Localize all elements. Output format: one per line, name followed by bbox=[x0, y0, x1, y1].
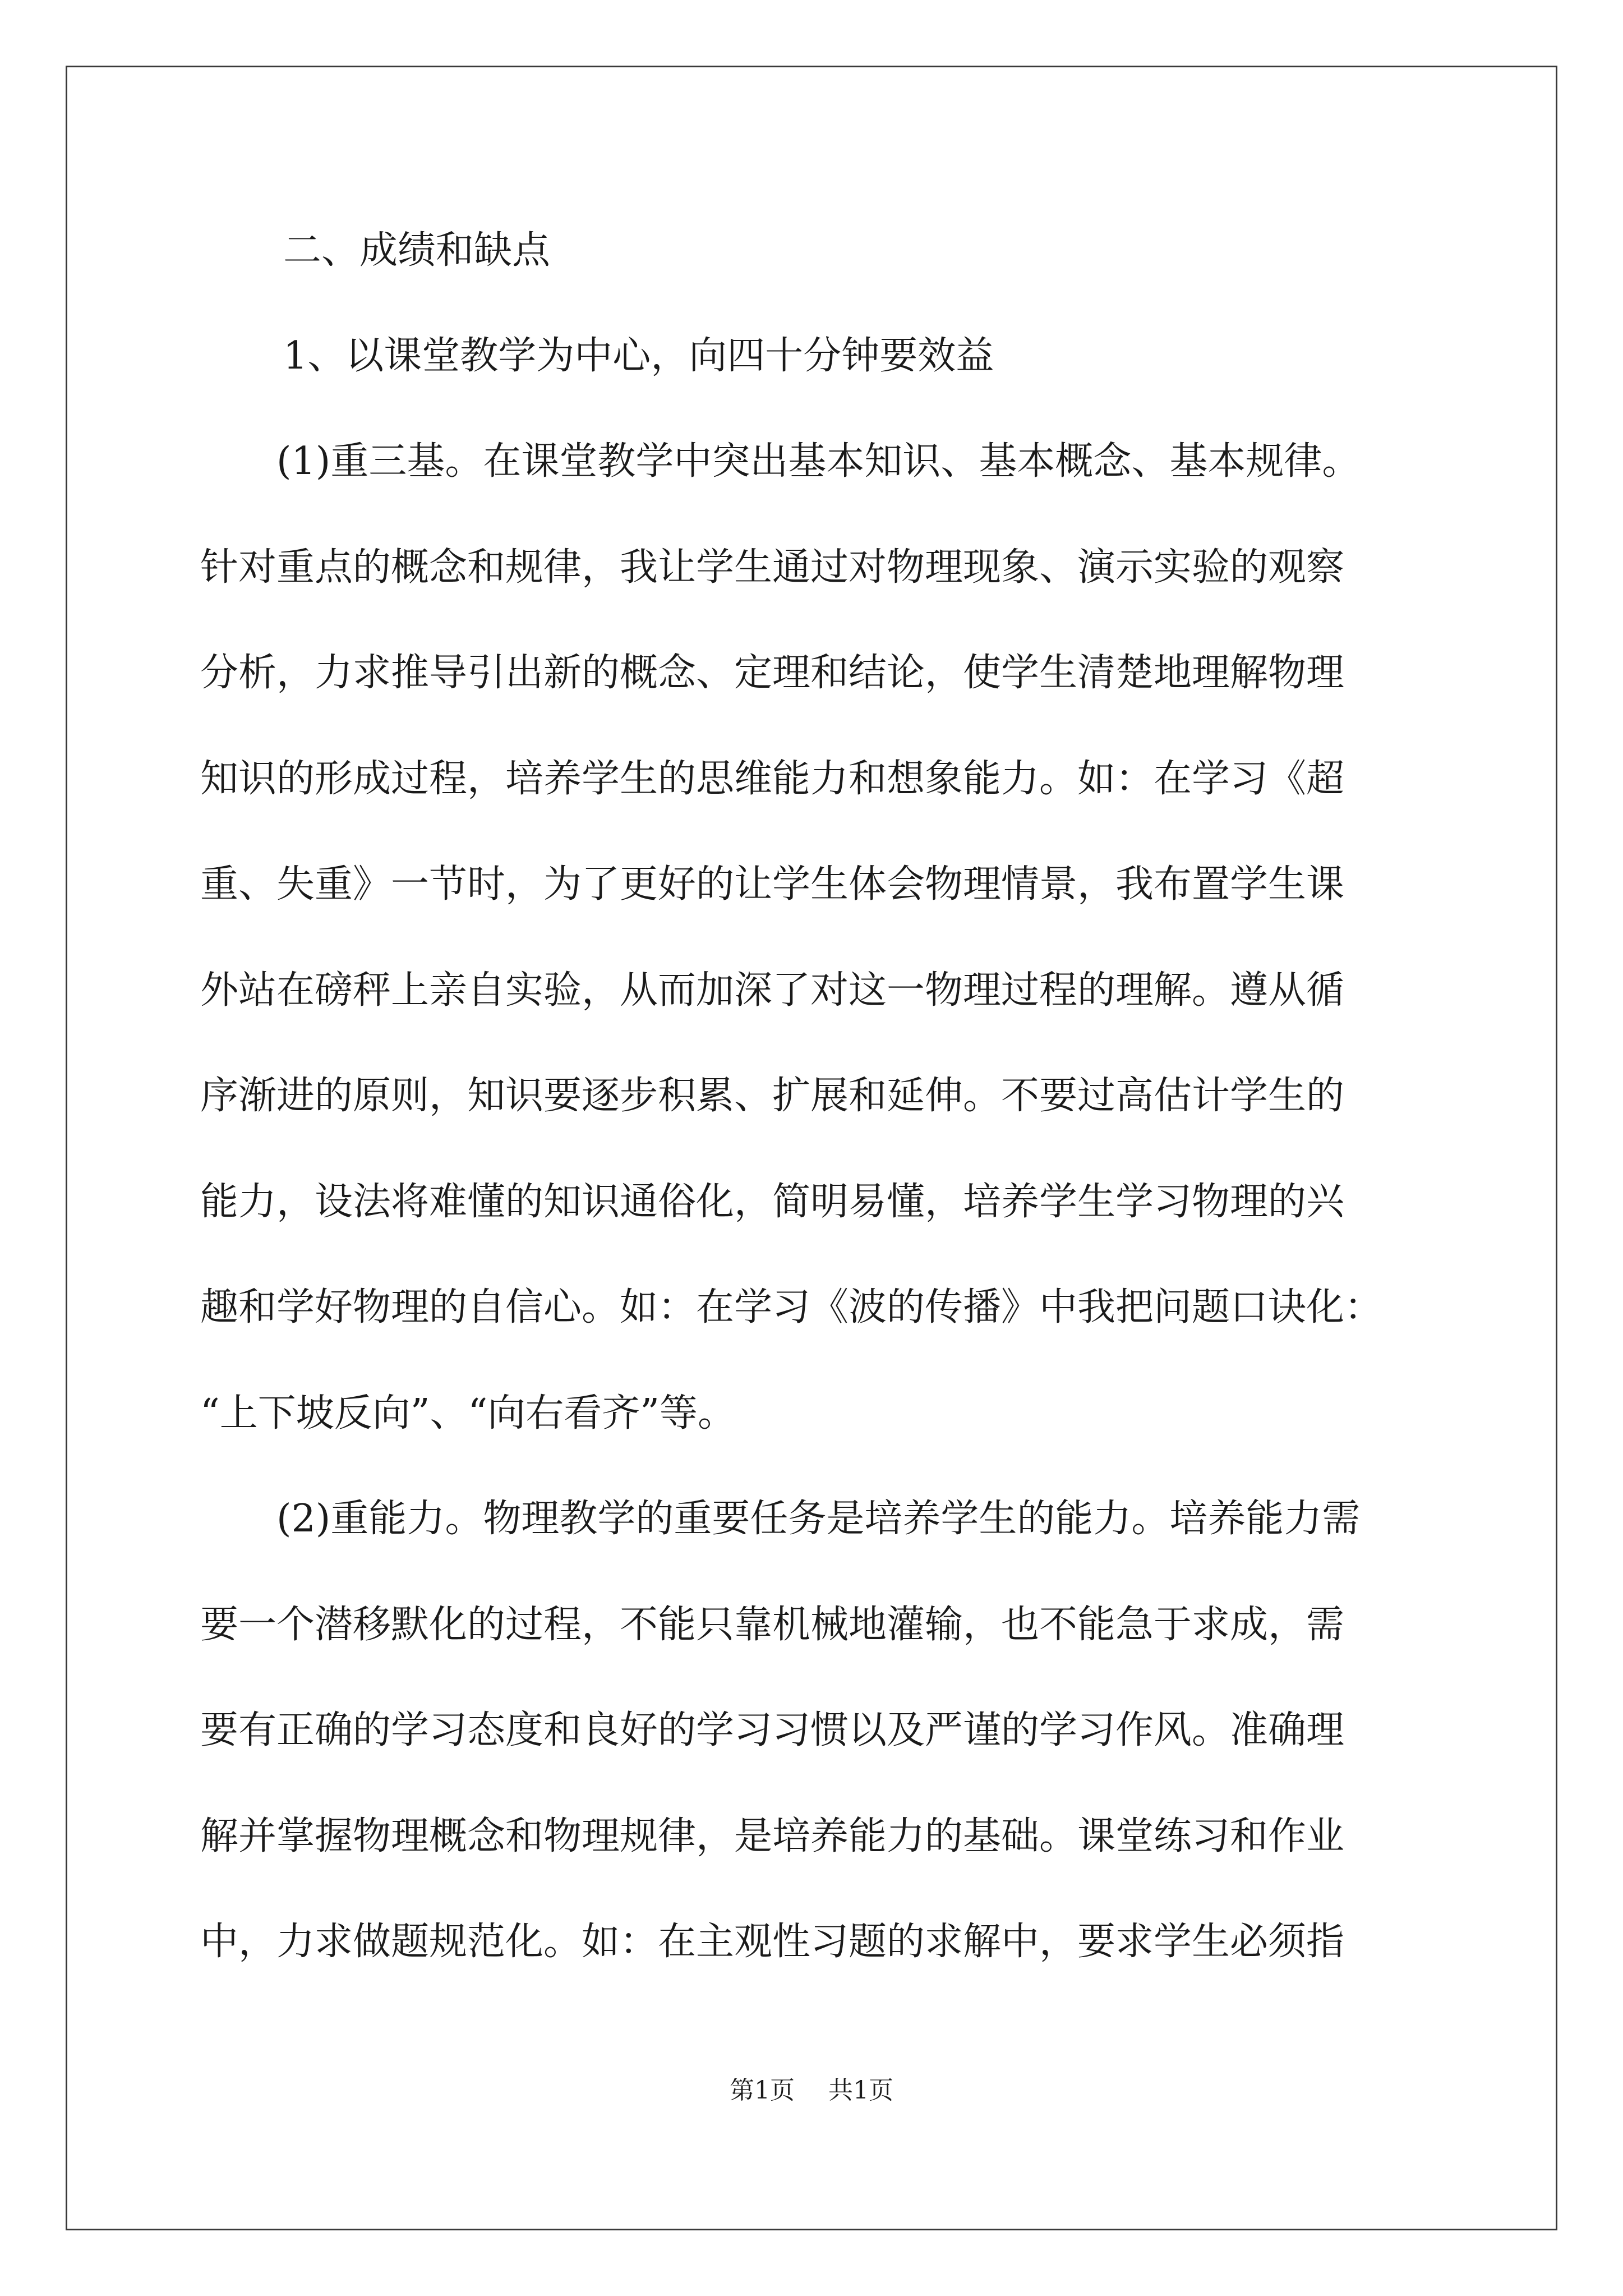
paragraph-line: 要有正确的学习态度和良好的学习习惯以及严谨的学习作风。准确理 bbox=[200, 1708, 1345, 1752]
subsection-heading: 1、以课堂教学为中心，向四十分钟要效益 bbox=[283, 334, 994, 378]
paragraph-line: 中，力求做题规范化。如：在主观性习题的求解中，要求学生必须指 bbox=[200, 1920, 1345, 1964]
paragraph-line: 序渐进的原则，知识要逐步积累、扩展和延伸。不要过高估计学生的 bbox=[200, 1074, 1345, 1118]
section-heading: 二、成绩和缺点 bbox=[283, 228, 551, 273]
paragraph-line: 要一个潜移默化的过程，不能只靠机械地灌输，也不能急于求成，需 bbox=[200, 1603, 1345, 1647]
page-border bbox=[66, 66, 1557, 2230]
paragraph-line: “上下坡反向”、“向右看齐”等。 bbox=[200, 1391, 736, 1435]
paragraph-line: 解并掌握物理概念和物理规律，是培养能力的基础。课堂练习和作业 bbox=[200, 1814, 1345, 1858]
paragraph-line: (2)重能力。物理教学的重要任务是培养学生的能力。培养能力需 bbox=[276, 1497, 1361, 1541]
paragraph-line: 外站在磅秤上亲自实验，从而加深了对这一物理过程的理解。遵从循 bbox=[200, 968, 1345, 1013]
paragraph-line: 能力，设法将难懂的知识通俗化，简明易懂，培养学生学习物理的兴 bbox=[200, 1180, 1345, 1224]
paragraph-line: 针对重点的概念和规律，我让学生通过对物理现象、演示实验的观察 bbox=[200, 545, 1345, 590]
paragraph-line: 趣和学好物理的自信心。如：在学习《波的传播》中我把问题口诀化： bbox=[200, 1285, 1383, 1329]
page-total: 共1页 bbox=[828, 2076, 893, 2105]
paragraph-line: 知识的形成过程，培养学生的思维能力和想象能力。如：在学习《超 bbox=[200, 757, 1345, 801]
paragraph-line: (1)重三基。在课堂教学中突出基本知识、基本概念、基本规律。 bbox=[276, 439, 1361, 484]
paragraph-line: 分析，力求推导引出新的概念、定理和结论，使学生清楚地理解物理 bbox=[200, 651, 1345, 695]
page-footer bbox=[0, 2078, 1623, 2103]
page-number: 第1页 bbox=[730, 2076, 795, 2105]
paragraph-line: 重、失重》一节时，为了更好的让学生体会物理情景，我布置学生课 bbox=[200, 862, 1345, 907]
